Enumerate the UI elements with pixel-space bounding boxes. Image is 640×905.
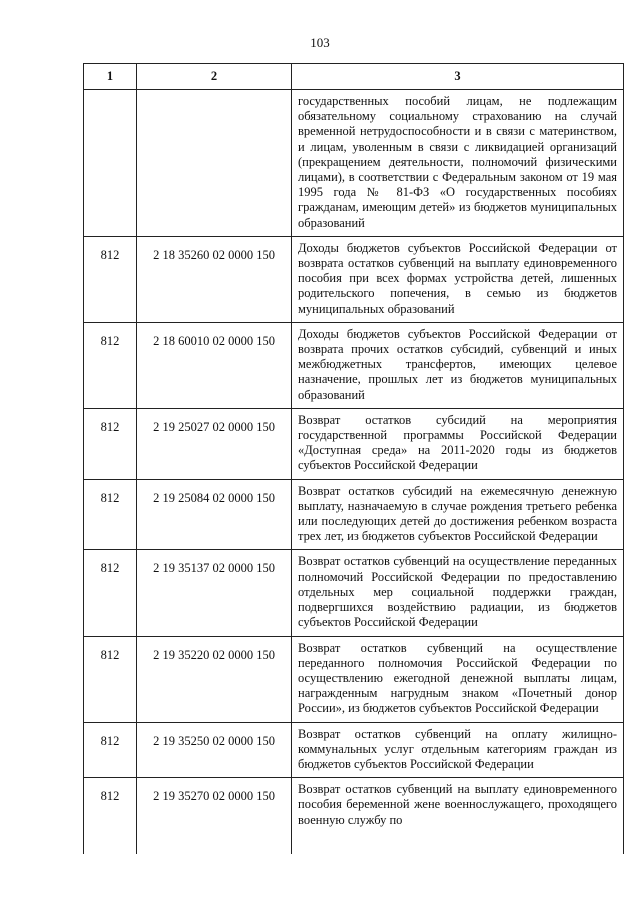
- table-row: [84, 322, 624, 408]
- description-cell: Возврат остатков субсидий на ежемесячную денежную выплату, назначаемую в случае рождения третьего ребенка или последующих детей до достижения ребенком возраста трех лет, из бюджетов субъектов Российской Федерации: [292, 479, 624, 550]
- description-cell: государственных пособий лицам, не подлежащим обязательному социальному страхованию на случай временной нетрудоспособности и в связи с материнством, и лицам, уволенным в связи с ликвидацией организаций (прекращением деятельности, полномочий физическими лицами), в соответствии с Федеральным законом от 19 мая 1995 года № 81-ФЗ «О государственных пособиях гражданам, имеющим детей» из бюджетов муниципальных образований: [292, 90, 624, 237]
- header-col-1: 1: [84, 64, 137, 90]
- budget-code-cell: 2 19 25084 02 0000 150: [137, 479, 292, 550]
- budget-code-cell: [137, 90, 292, 237]
- table-row: [84, 236, 624, 322]
- header-col-2: 2: [137, 64, 292, 90]
- description-cell: Возврат остатков субвенций на оплату жилищно-коммунальных услуг отдельным категориям граждан из бюджетов субъектов Российской Федерации: [292, 722, 624, 778]
- table-row: [84, 550, 624, 636]
- table-row: [84, 479, 624, 550]
- admin-code-cell: 812: [84, 550, 137, 636]
- budget-code-cell: 2 19 35250 02 0000 150: [137, 722, 292, 778]
- budget-code-cell: 2 18 35260 02 0000 150: [137, 236, 292, 322]
- budget-code-cell: 2 19 35270 02 0000 150: [137, 778, 292, 855]
- description-cell: Возврат остатков субвенций на осуществление переданных полномочий Российской Федерации по предоставлению отдельных мер социальной поддержки граждан, подвергшихся воздействию радиации, из бюджетов субъектов Российской Федерации: [292, 550, 624, 636]
- description-cell: Возврат остатков субвенций на осуществление переданного полномочия Российской Федерации по осуществлению ежегодной денежной выплаты лицам, награжденным нагрудным знаком «Почетный донор России», из бюджетов субъектов Российской Федерации: [292, 636, 624, 722]
- admin-code-cell: 812: [84, 408, 137, 479]
- admin-code-cell: 812: [84, 236, 137, 322]
- admin-code-cell: 812: [84, 636, 137, 722]
- admin-code-cell: 812: [84, 778, 137, 855]
- admin-code-cell: [84, 90, 137, 237]
- budget-codes-table: [83, 63, 624, 854]
- page-number: 103: [310, 35, 330, 50]
- budget-code-cell: 2 18 60010 02 0000 150: [137, 322, 292, 408]
- table-row: [84, 636, 624, 722]
- table-row: [84, 722, 624, 778]
- budget-code-cell: 2 19 35137 02 0000 150: [137, 550, 292, 636]
- table-row: [84, 90, 624, 237]
- header-col-3: 3: [292, 64, 624, 90]
- table-header-row: [84, 64, 624, 90]
- description-cell: Возврат остатков субсидий на мероприятия государственной программы Российской Федерации «Доступная среда» на 2011-2020 годы из бюджетов субъектов Российской Федерации: [292, 408, 624, 479]
- description-cell: Доходы бюджетов субъектов Российской Федерации от возврата прочих остатков субсидий, субвенций и иных межбюджетных трансфертов, имеющих целевое назначение, прошлых лет из бюджетов муниципальных образований: [292, 322, 624, 408]
- description-cell: Возврат остатков субвенций на выплату единовременного пособия беременной жене военнослужащего, проходящего военную службу по: [292, 778, 624, 855]
- budget-code-cell: 2 19 25027 02 0000 150: [137, 408, 292, 479]
- admin-code-cell: 812: [84, 322, 137, 408]
- table-row: [84, 778, 624, 855]
- admin-code-cell: 812: [84, 479, 137, 550]
- description-cell: Доходы бюджетов субъектов Российской Федерации от возврата остатков субвенций на выплату единовременного пособия при всех формах устройства детей, лишенных родительского попечения, в семью из бюджетов муниципальных образований: [292, 236, 624, 322]
- table-row: [84, 408, 624, 479]
- admin-code-cell: 812: [84, 722, 137, 778]
- budget-code-cell: 2 19 35220 02 0000 150: [137, 636, 292, 722]
